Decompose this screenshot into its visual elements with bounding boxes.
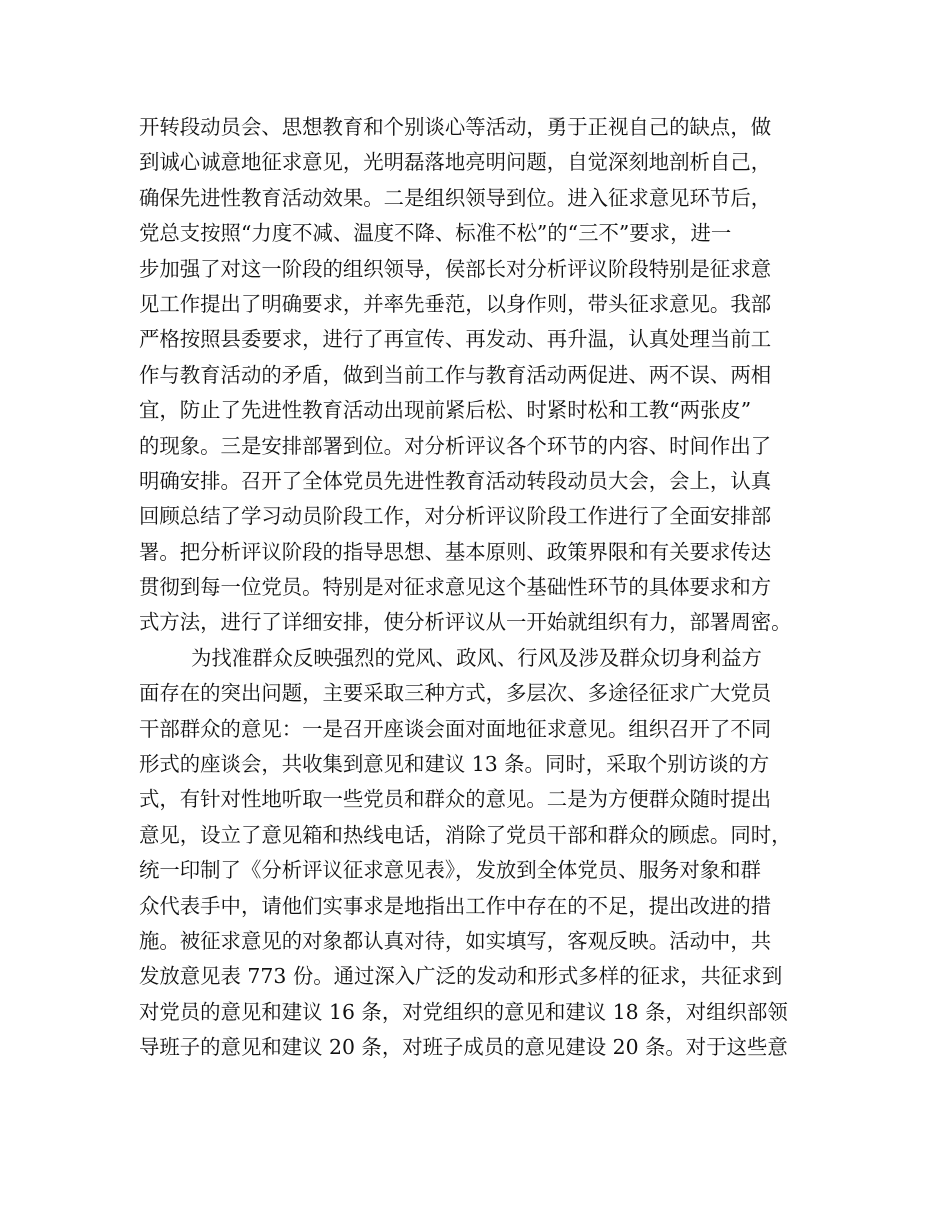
text-line: 党总支按照“力度不减、温度不降、标准不松”的“三不”要求，进一 [139,221,732,246]
text-line: 式方法，进行了详细安排，使分析评议从一开始就组织有力，部署周密。 [139,610,792,635]
paragraph-1 [139,110,839,641]
text-line: 对党员的意见和建议 16 条，对党组织的意见和建议 18 条，对组织部领 [139,999,788,1024]
text-line: 明确安排。召开了全体党员先进性教育活动转段动员大会，会上，认真 [139,468,772,493]
text-line: 步加强了对这一阶段的组织领导，侯部长对分析评议阶段特别是征求意 [139,256,772,281]
text-line: 统一印制了《分析评议征求意见表》，发放到全体党员、服务对象和群 [139,858,761,883]
text-line: 回顾总结了学习动员阶段工作，对分析评议阶段工作进行了全面安排部 [139,504,772,529]
text-line: 面存在的突出问题，主要采取三种方式，多层次、多途径征求广大党员 [139,681,772,706]
text-line: 贯彻到每一位党员。特别是对征求意见这个基础性环节的具体要求和方 [139,575,772,600]
text-line: 意见，设立了意见箱和热线电话，消除了党员干部和群众的顾虑。同时， [139,822,792,847]
paragraph-2 [139,641,839,1066]
text-line: 见工作提出了明确要求，并率先垂范，以身作则，带头征求意见。我部 [139,291,772,316]
text-line: 到诚心诚意地征求意见，光明磊落地亮明问题，自觉深刻地剖析自己， [139,150,772,175]
text-line: 的现象。三是安排部署到位。对分析评议各个环节的内容、时间作出了 [139,433,772,458]
text-line: 署。把分析评议阶段的指导思想、基本原则、政策界限和有关要求传达 [139,539,772,564]
text-line: 施。被征求意见的对象都认真对待，如实填写，客观反映。活动中，共 [139,928,772,953]
text-line: 干部群众的意见：一是召开座谈会面对面地征求意见。组织召开了不同 [139,716,772,741]
text-line: 严格按照县委要求，进行了再宣传、再发动、再升温，认真处理当前工 [139,327,772,352]
text-line: 形式的座谈会，共收集到意见和建议 13 条。同时，采取个别访谈的方 [139,752,770,777]
body-text [139,110,839,1066]
text-line: 导班子的意见和建议 20 条，对班子成员的意见建设 20 条。对于这些意 [139,1035,788,1060]
text-line: 式，有针对性地听取一些党员和群众的意见。二是为方便群众随时提出 [139,787,772,812]
text-line: 众代表手中，请他们实事求是地指出工作中存在的不足，提出改进的措 [139,893,772,918]
text-line: 宜，防止了先进性教育活动出现前紧后松、时紧时松和工教“两张皮” [139,398,752,423]
text-line: 作与教育活动的矛盾，做到当前工作与教育活动两促进、两不误、两相 [139,362,772,387]
text-line: 确保先进性教育活动效果。二是组织领导到位。进入征求意见环节后， [139,185,772,210]
text-line: 发放意见表 773 份。通过深入广泛的发动和形式多样的征求，共征求到 [139,964,783,989]
text-line: 为找准群众反映强烈的党风、政风、行风及涉及群众切身利益方 [191,645,762,670]
text-line: 开转段动员会、思想教育和个别谈心等活动，勇于正视自己的缺点，做 [139,115,772,139]
